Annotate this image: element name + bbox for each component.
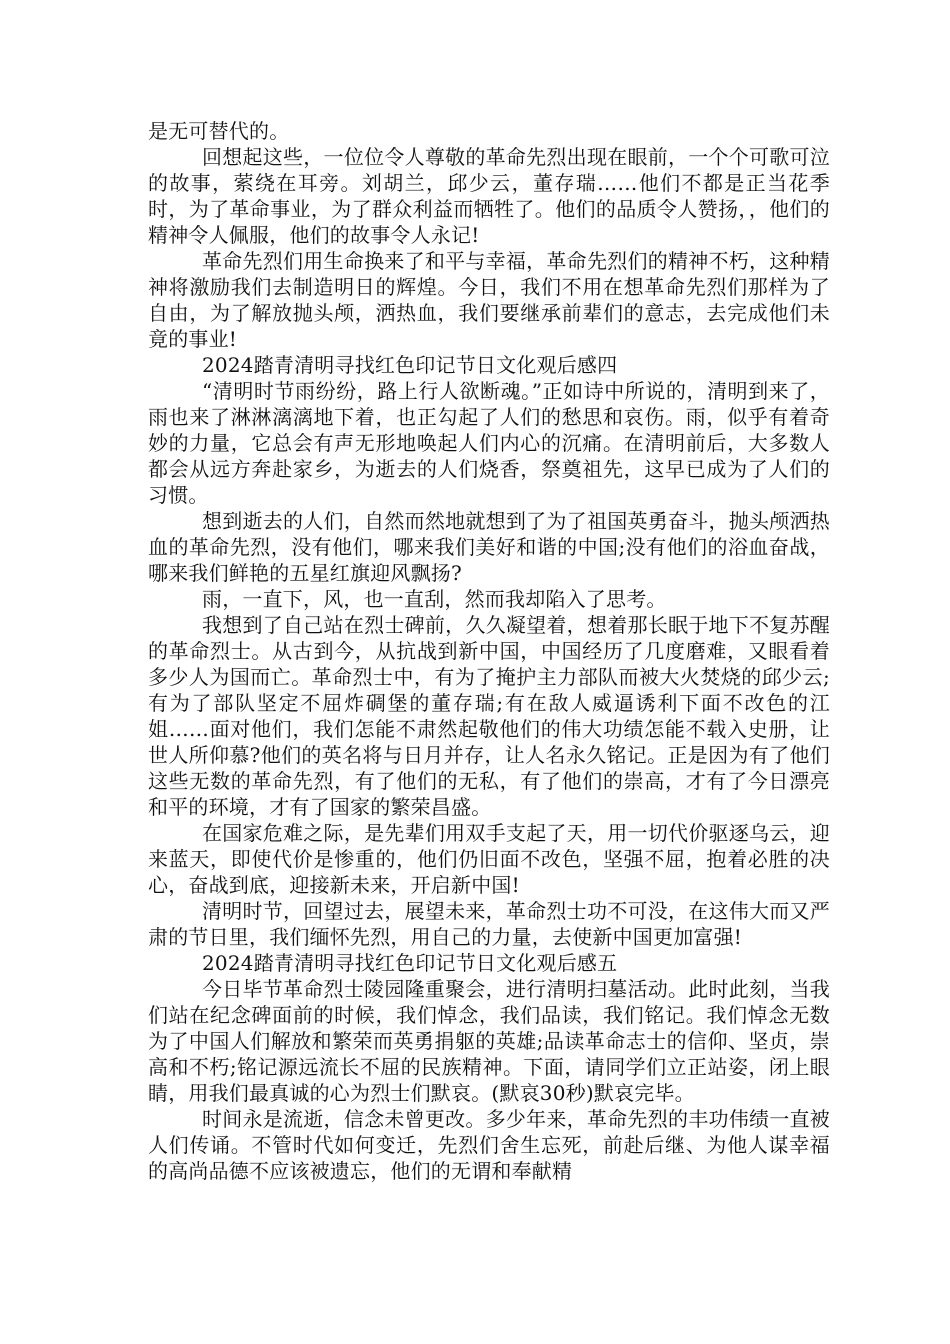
paragraph-national-crisis: 在国家危难之际，是先辈们用双手支起了天，用一切代价驱逐乌云，迎来蓝天，即使代价是惨重的，他们仍旧面不改色，坚强不屈，抱着必胜的决心，奋战到底，迎接新未来，开启新中国!: [148, 821, 830, 897]
paragraph-think-of-martyrs: 想到逝去的人们，自然而然地就想到了为了祖国英勇奋斗，抛头颅洒热血的革命先烈，没有他们，哪来我们美好和谐的中国;没有他们的浴血奋战，哪来我们鲜艳的五星红旗迎风飘扬?: [148, 509, 830, 585]
paragraph-time-passes: 时间永是流逝，信念未曾更改。多少年来，革命先烈的丰功伟绩一直被人们传诵。不管时代如何变迁，先烈们舍生忘死，前赴后继、为他人谋幸福的高尚品德不应该被遗忘，他们的无谓和奉献精: [148, 1107, 830, 1183]
paragraph-cemetery-gathering: 今日毕节革命烈士陵园隆重聚会，进行清明扫墓活动。此时此刻，当我们站在纪念碑面前的时候，我们悼念，我们品读，我们铭记。我们悼念无数为了中国人们解放和繁荣而英勇捐躯的英雄;品读革命志士的信仰、坚贞，崇高和不朽;铭记源远流长不屈的民族精神。下面，请同学们立正站姿，闭上眼睛，用我们最真诚的心为烈士们默哀。(默哀30秒)默哀完毕。: [148, 977, 830, 1105]
section-heading-four: 2024踏青清明寻找红色印记节日文化观后感四: [202, 353, 618, 377]
paragraph-rain-wind: 雨，一直下，风，也一直刮，然而我却陷入了思考。: [202, 587, 667, 611]
paragraph-martyrs-spirit: 革命先烈们用生命换来了和平与幸福，革命先烈们的精神不朽，这种精神将激励我们去制造明日的辉煌。今日，我们不用在想革命先烈们那样为了自由，为了解放抛头颅，洒热血，我们要继承前辈们的意志，去完成他们未竟的事业!: [148, 249, 830, 351]
paragraph-look-back: 清明时节，回望过去，展望未来，革命烈士功不可没，在这伟大而又严肃的节日里，我们缅怀先烈，用自己的力量，去使新中国更加富强!: [148, 899, 830, 949]
paragraph-continuation: 是无可替代的。: [148, 119, 290, 143]
paragraph-qingming-poem: “清明时节雨纷纷，路上行人欲断魂。”正如诗中所说的，清明到来了，雨也来了淋淋漓漓地下着，也正勾起了人们的愁思和哀伤。雨，似乎有着奇妙的力量，它总会有声无形地唤起人们内心的沉痛。在清明前后，大多数人都会从远方奔赴家乡，为逝去的人们烧香，祭奠祖先，这早已成为了人们的习惯。: [148, 379, 830, 507]
paragraph-recall: 回想起这些，一位位令人尊敬的革命先烈出现在眼前，一个个可歌可泣的故事，萦绕在耳旁。刘胡兰，邱少云，董存瑞……他们不都是正当花季时，为了革命事业，为了群众利益而牺牲了。他们的品质令人赞扬，，他们的精神令人佩服，他们的故事令人永记!: [148, 145, 830, 247]
paragraph-monument: 我想到了自己站在烈士碑前，久久凝望着，想着那长眠于地下不复苏醒的革命烈士。从古到今，从抗战到新中国，中国经历了几度磨难，又眼看着多少人为国而亡。革命烈士中，有为了掩护主力部队而被大火焚烧的邱少云;有为了部队坚定不屈炸碉堡的董存瑞;有在敌人威逼诱利下面不改色的江姐……面对他们，我们怎能不肃然起敬他们的伟大功绩怎能不载入史册，让世人所仰慕?他们的英名将与日月并存，让人名永久铭记。正是因为有了他们这些无数的革命先烈，有了他们的无私，有了他们的崇高，才有了今日漂亮和平的环境，才有了国家的繁荣昌盛。: [148, 613, 830, 819]
section-heading-five: 2024踏青清明寻找红色印记节日文化观后感五: [202, 951, 618, 975]
document-body: [148, 118, 830, 1184]
